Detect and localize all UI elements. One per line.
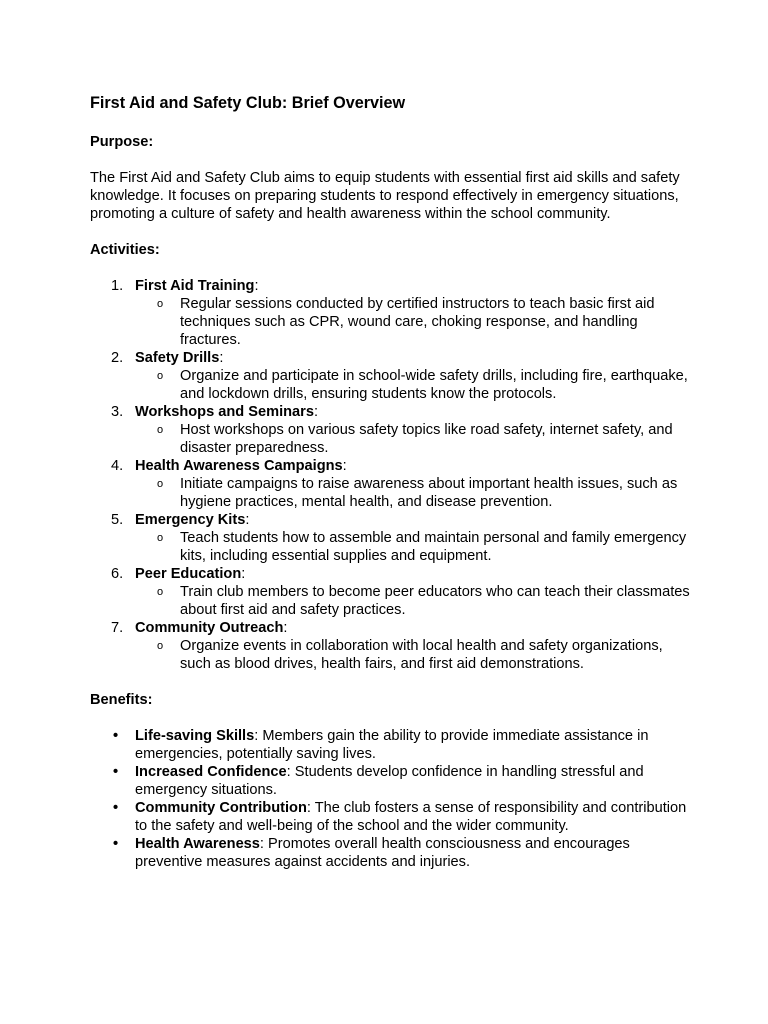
activity-number: 4. — [111, 458, 124, 474]
benefit-item — [90, 727, 690, 763]
activity-title-suffix: : — [254, 278, 259, 294]
activity-detail — [135, 367, 690, 403]
activity-detail-text: Train club members to become peer educators who can teach their classmates about first aid and safety practices. — [180, 584, 690, 618]
purpose-paragraph: The First Aid and Safety Club aims to equip students with essential first aid skills and safety knowledge. It focuses on preparing students to respond effectively in emergency situations, promoting a culture of safety and health awareness within the school community. — [90, 170, 680, 222]
circle-bullet-icon: o — [157, 370, 164, 382]
benefit-title: Health Awareness — [135, 836, 260, 852]
activity-title: Peer Education — [135, 566, 242, 582]
activity-number: 1. — [111, 278, 124, 294]
circle-bullet-icon: o — [157, 586, 164, 598]
activity-item — [90, 511, 690, 565]
activity-detail — [135, 295, 690, 349]
activity-item — [90, 565, 690, 619]
activity-title-suffix: : — [241, 566, 246, 582]
activity-detail — [135, 421, 690, 457]
activity-detail-list — [135, 529, 690, 565]
circle-bullet-icon: o — [157, 424, 164, 436]
activity-number: 6. — [111, 566, 124, 582]
activity-item — [90, 457, 690, 511]
activity-detail-text: Initiate campaigns to raise awareness about important health issues, such as hygiene practices, mental health, and disease prevention. — [180, 476, 678, 510]
benefit-text: : Promotes overall health consciousness and encourages preventive measures against accidents and injuries. — [135, 836, 630, 870]
activity-detail-list — [135, 475, 690, 511]
activity-title: Emergency Kits — [135, 512, 246, 528]
activity-title: Workshops and Seminars — [135, 404, 314, 420]
benefits-list — [90, 727, 690, 871]
document-page — [90, 90, 690, 871]
bullet-icon: • — [113, 836, 119, 852]
activities-list — [90, 277, 690, 673]
activity-item — [90, 403, 690, 457]
activity-title-suffix: : — [313, 404, 319, 420]
benefit-item — [90, 799, 690, 835]
circle-bullet-icon: o — [157, 298, 164, 310]
purpose-heading: Purpose: — [90, 134, 154, 150]
circle-bullet-icon: o — [157, 478, 164, 490]
bullet-icon: • — [113, 728, 119, 744]
activity-detail-text: Regular sessions conducted by certified instructors to teach basic first aid techniques such as CPR, wound care, choking response, and handling fractures. — [180, 296, 655, 348]
activity-title: Community Outreach — [135, 620, 284, 636]
activity-detail — [135, 637, 690, 673]
activity-title-suffix: : — [342, 458, 347, 474]
activity-detail — [135, 583, 690, 619]
benefit-text: : Members gain the ability to provide immediate assistance in emergencies, potentially saving lives. — [135, 728, 649, 762]
benefit-title: Community Contribution — [135, 800, 307, 816]
benefit-title: Life-saving Skills — [135, 728, 255, 744]
activity-item — [90, 619, 690, 673]
bullet-icon: • — [113, 764, 119, 780]
activity-detail-list — [135, 583, 690, 619]
activity-detail-list — [135, 637, 690, 673]
activity-detail-text: Host workshops on various safety topics like road safety, internet safety, and disaster preparedness. — [180, 422, 673, 456]
activity-title: First Aid Training — [135, 278, 255, 294]
benefit-item — [90, 763, 690, 799]
activity-title: Health Awareness Campaigns — [135, 458, 343, 474]
benefits-heading: Benefits: — [90, 692, 153, 708]
activity-number: 3. — [111, 404, 124, 420]
activity-detail — [135, 475, 690, 511]
activity-title: Safety Drills — [135, 350, 220, 366]
activity-detail — [135, 529, 690, 565]
activity-title-suffix: : — [245, 512, 250, 528]
activity-detail-text: Organize events in collaboration with local health and safety organizations, such as blood drives, health fairs, and first aid demonstrations. — [180, 638, 663, 672]
activity-detail-text: Organize and participate in school-wide safety drills, including fire, earthquake, and lockdown drills, ensuring students know the protocols. — [180, 368, 688, 402]
activity-item — [90, 349, 690, 403]
activity-detail-list — [135, 421, 690, 457]
activities-heading: Activities: — [90, 242, 160, 258]
activity-number: 2. — [111, 350, 124, 366]
activity-detail-list — [135, 295, 690, 349]
activity-title-suffix: : — [283, 620, 288, 636]
activity-number: 5. — [111, 512, 124, 528]
activity-detail-list — [135, 367, 690, 403]
benefit-text: : The club fosters a sense of responsibility and contribution to the safety and well-being of the school and the wider community. — [135, 800, 687, 834]
activity-detail-text: Teach students how to assemble and maintain personal and family emergency kits, including essential supplies and equipment. — [180, 530, 687, 564]
circle-bullet-icon: o — [157, 640, 164, 652]
benefit-title: Increased Confidence — [135, 764, 287, 780]
activity-title-suffix: : — [219, 350, 224, 366]
circle-bullet-icon: o — [157, 532, 164, 544]
activity-number: 7. — [111, 620, 124, 636]
benefit-item — [90, 835, 690, 871]
document-title: First Aid and Safety Club: Brief Overview — [90, 94, 406, 112]
benefit-text: : Students develop confidence in handling stressful and emergency situations. — [135, 764, 644, 798]
activity-item — [90, 277, 690, 349]
bullet-icon: • — [113, 800, 119, 816]
